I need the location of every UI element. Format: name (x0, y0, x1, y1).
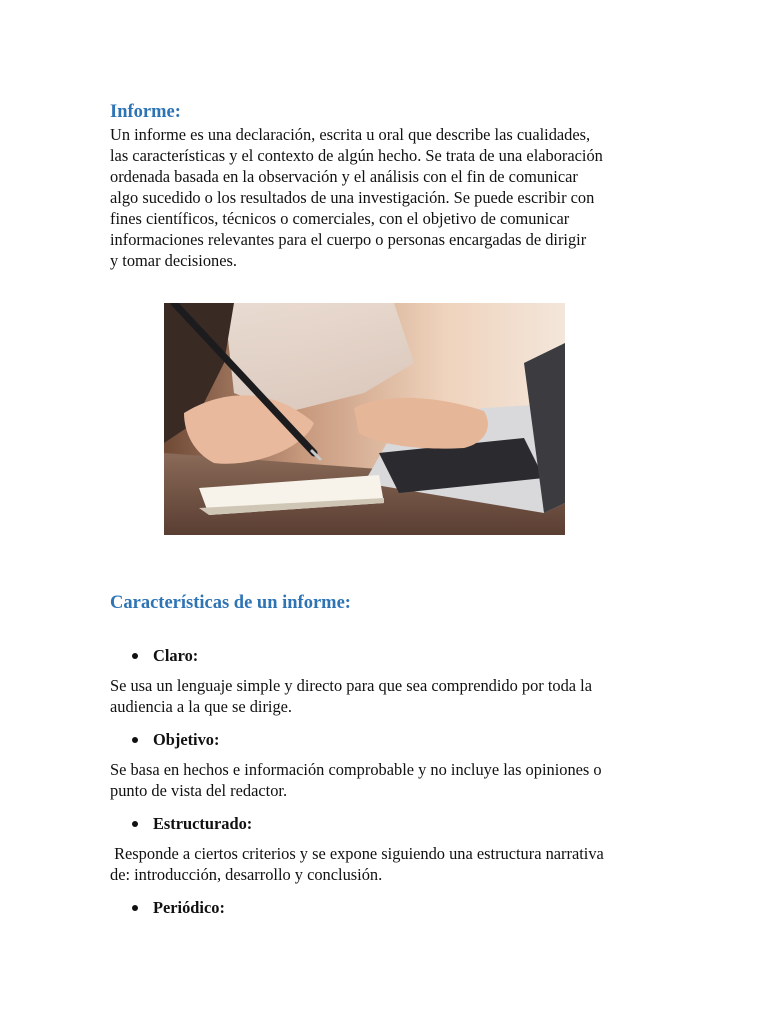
item-description (110, 675, 670, 717)
informe-heading: Informe: (110, 102, 181, 122)
bullet-icon (132, 905, 138, 911)
list-item (132, 897, 225, 918)
informe-definition (110, 124, 670, 271)
list-item (132, 645, 198, 666)
item-term: Objetivo: (153, 730, 220, 749)
bullet-icon (132, 821, 138, 827)
item-description (110, 843, 670, 885)
writing-laptop-photo (164, 303, 565, 535)
item-term: Estructurado: (153, 814, 253, 833)
paragraph-line: punto de vista del redactor. (110, 781, 288, 800)
caracteristicas-heading: Características de un informe: (110, 593, 351, 613)
paragraph-line: audiencia a la que se dirige. (110, 697, 293, 716)
paragraph-line: Un informe es una declaración, escrita u oral que describe las cualidades, (110, 125, 591, 144)
list-item (132, 729, 219, 750)
paragraph-line: de: introducción, desarrollo y conclusión. (110, 865, 383, 884)
paragraph-line: Se usa un lenguaje simple y directo para que sea comprendido por toda la (110, 676, 593, 695)
item-term: Claro: (153, 646, 199, 665)
list-item (132, 813, 252, 834)
paragraph-line: y tomar decisiones. (110, 251, 237, 270)
bullet-icon (132, 653, 138, 659)
paragraph-line: ordenada basada en la observación y el análisis con el fin de comunicar (110, 167, 578, 186)
item-term: Periódico: (153, 898, 225, 917)
paragraph-line: informaciones relevantes para el cuerpo o personas encargadas de dirigir (110, 230, 587, 249)
paragraph-line: las características y el contexto de algún hecho. Se trata de una elaboración (110, 146, 603, 165)
paragraph-line: algo sucedido o los resultados de una investigación. Se puede escribir con (110, 188, 595, 207)
paragraph-line: fines científicos, técnicos o comerciales, con el objetivo de comunicar (110, 209, 570, 228)
paragraph-line: Se basa en hechos e información comprobable y no incluye las opiniones o (110, 760, 602, 779)
bullet-icon (132, 737, 138, 743)
paragraph-line: Responde a ciertos criterios y se expone siguiendo una estructura narrativa (110, 844, 604, 863)
item-description (110, 759, 670, 801)
